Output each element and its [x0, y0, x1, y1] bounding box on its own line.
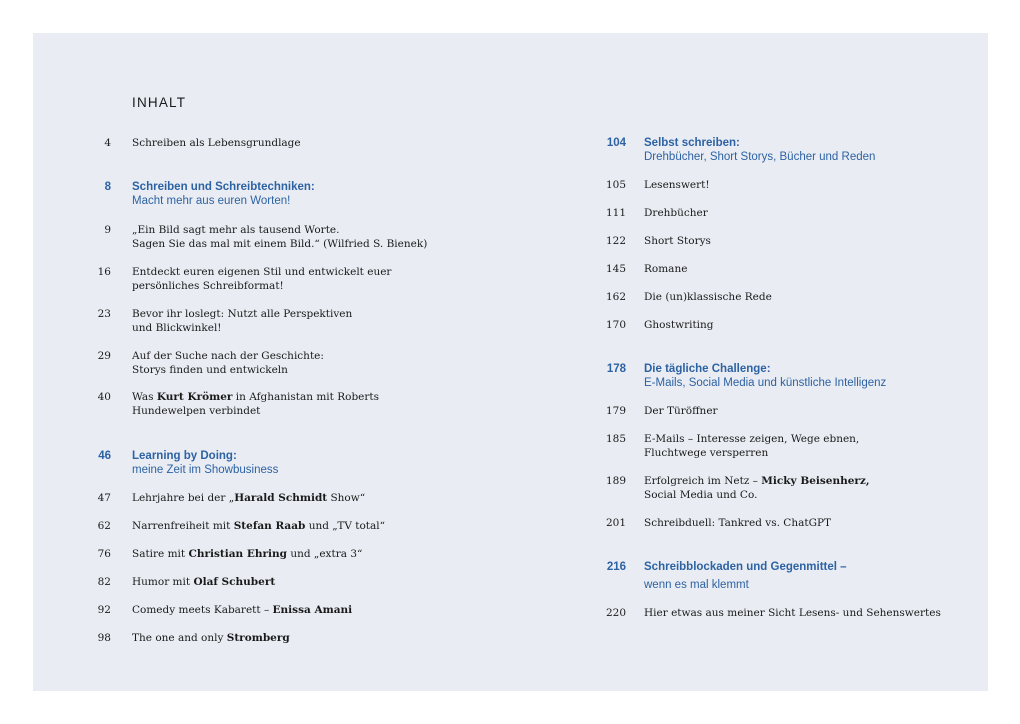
page-number: 23 — [97, 308, 111, 320]
chapter-subtitle: Drehbücher, Short Storys, Bücher und Reden — [644, 151, 876, 163]
name-highlight: Enissa Amani — [272, 604, 353, 616]
entry-title — [644, 262, 687, 276]
entry-title — [132, 603, 352, 617]
entry-title — [132, 491, 365, 505]
entry-line: Lesenswert! — [644, 179, 710, 191]
entry-title — [644, 474, 870, 502]
entry-line: Hier etwas aus meiner Sicht Lesens- und Sehenswertes — [644, 607, 941, 619]
entry-title — [644, 432, 859, 460]
page-number: 220 — [605, 607, 626, 619]
page-number: 82 — [97, 576, 111, 588]
entry-line: Schreiben als Lebensgrundlage — [132, 137, 301, 149]
entry-title — [132, 575, 275, 589]
page-number: 162 — [605, 291, 626, 303]
name-highlight: Harald Schmidt — [234, 492, 328, 504]
page-number: 62 — [97, 520, 111, 532]
page-number: 179 — [605, 405, 626, 417]
chapter-subtitle: E-Mails, Social Media und künstliche Intelligenz — [644, 377, 887, 389]
entry-title — [644, 606, 941, 620]
entry-line: Storys finden und entwickeln — [132, 364, 288, 376]
chapter-heading: Schreibblockaden und Gegenmittel – — [644, 561, 847, 573]
entry-line — [644, 474, 870, 488]
entry-line: Romane — [644, 263, 688, 275]
page-number: 105 — [605, 179, 626, 191]
page-number: 47 — [97, 492, 111, 504]
chapter-subtitle: wenn es mal klemmt — [644, 579, 749, 591]
entry-line — [132, 631, 290, 645]
entry-text: Show“ — [327, 492, 366, 504]
entry-text: Humor mit — [132, 576, 194, 588]
entry-title — [644, 516, 831, 530]
entry-line: persönliches Schreibformat! — [132, 280, 284, 292]
entry-line: Ghostwriting — [644, 319, 714, 331]
chapter-subtitle: Macht mehr aus euren Worten! — [132, 195, 291, 207]
page-number: 92 — [97, 604, 111, 616]
name-highlight: Micky Beisenherz, — [761, 475, 870, 487]
entry-line: Auf der Suche nach der Geschichte: — [132, 350, 324, 362]
entry-line: Drehbücher — [644, 207, 708, 219]
page-number: 145 — [605, 263, 626, 275]
entry-text: und „extra 3“ — [286, 548, 363, 560]
name-highlight: Olaf Schubert — [193, 576, 276, 588]
chapter-heading: Learning by Doing: — [132, 450, 237, 462]
entry-line: Sagen Sie das mal mit einem Bild.“ (Wilfried S. Bienek) — [132, 238, 428, 250]
page-number: 178 — [606, 363, 626, 375]
entry-text: in Afghanistan mit Roberts — [232, 391, 380, 403]
entry-text: Was — [132, 391, 157, 403]
entry-line — [132, 519, 385, 533]
entry-title — [132, 390, 379, 418]
entry-text: Satire mit — [132, 548, 189, 560]
page-number: 201 — [605, 517, 626, 529]
entry-line: Entdeckt euren eigenen Stil und entwickelt euer — [132, 266, 392, 278]
page-number: 122 — [605, 235, 626, 247]
entry-title — [644, 404, 718, 418]
entry-line — [132, 390, 379, 404]
chapter-subtitle: meine Zeit im Showbusiness — [132, 464, 279, 476]
entry-text: und „TV total“ — [305, 520, 386, 532]
page-number: 8 — [104, 181, 111, 193]
entry-line: „Ein Bild sagt mehr als tausend Worte. — [132, 224, 340, 236]
page-number: 98 — [97, 632, 111, 644]
entry-line: Short Storys — [644, 235, 711, 247]
name-highlight: Stromberg — [226, 632, 290, 644]
chapter-title — [132, 449, 278, 477]
page-number: 111 — [605, 207, 626, 219]
name-highlight: Christian Ehring — [188, 548, 287, 560]
entry-title — [132, 307, 352, 335]
entry-title — [132, 631, 290, 645]
entry-line: Schreibduell: Tankred vs. ChatGPT — [644, 517, 832, 529]
page-number: 185 — [605, 433, 626, 445]
entry-text: Erfolgreich im Netz – — [644, 475, 762, 487]
entry-line — [132, 575, 275, 589]
entry-line: Fluchtwege versperren — [644, 447, 769, 459]
page-number: 16 — [97, 266, 111, 278]
page-number: 76 — [97, 548, 111, 560]
entry-title — [132, 223, 427, 251]
name-highlight: Kurt Krömer — [156, 391, 233, 403]
page-number: 40 — [97, 391, 111, 403]
entry-title — [132, 547, 362, 561]
entry-title — [132, 136, 301, 150]
entry-line: Der Türöffner — [644, 405, 718, 417]
entry-title — [132, 349, 324, 377]
entry-line: und Blickwinkel! — [132, 322, 222, 334]
entry-title — [644, 234, 711, 248]
entry-line — [132, 547, 362, 561]
page-number: 29 — [97, 350, 111, 362]
entry-text: The one and only — [132, 632, 227, 644]
entry-line: E-Mails – Interesse zeigen, Wege ebnen, — [644, 433, 860, 445]
page-number: 170 — [605, 319, 626, 331]
page-number: 4 — [104, 137, 111, 149]
entry-line — [132, 491, 365, 505]
page-number: 104 — [606, 137, 626, 149]
entry-line: Die (un)klassische Rede — [644, 291, 772, 303]
entry-line — [132, 603, 352, 617]
page-number: 46 — [98, 450, 111, 462]
entry-line: Hundewelpen verbindet — [132, 405, 261, 417]
entry-title — [644, 318, 714, 332]
page-number: 216 — [606, 561, 626, 573]
chapter-heading: Die tägliche Challenge: — [644, 363, 771, 375]
entry-title — [644, 290, 772, 304]
entry-title — [132, 519, 385, 533]
contents-title: INHALT — [132, 95, 187, 110]
entry-text: Narrenfreiheit mit — [132, 520, 234, 532]
entry-line: Social Media und Co. — [644, 489, 758, 501]
name-highlight: Stefan Raab — [233, 520, 306, 532]
entry-title — [132, 265, 391, 293]
chapter-heading: Selbst schreiben: — [644, 137, 740, 149]
chapter-title — [132, 180, 315, 208]
chapter-title — [644, 362, 886, 390]
entry-text: Comedy meets Kabarett – — [132, 604, 273, 616]
page-number: 189 — [605, 475, 626, 487]
entry-line: Bevor ihr loslegt: Nutzt alle Perspektiven — [132, 308, 353, 320]
entry-text: Lehrjahre bei der „ — [132, 492, 235, 504]
entry-title — [644, 206, 708, 220]
chapter-title — [644, 136, 875, 164]
page-number: 9 — [104, 224, 111, 236]
chapter-heading: Schreiben und Schreibtechniken: — [132, 181, 315, 193]
entry-title — [644, 178, 710, 192]
chapter-title — [644, 560, 847, 592]
